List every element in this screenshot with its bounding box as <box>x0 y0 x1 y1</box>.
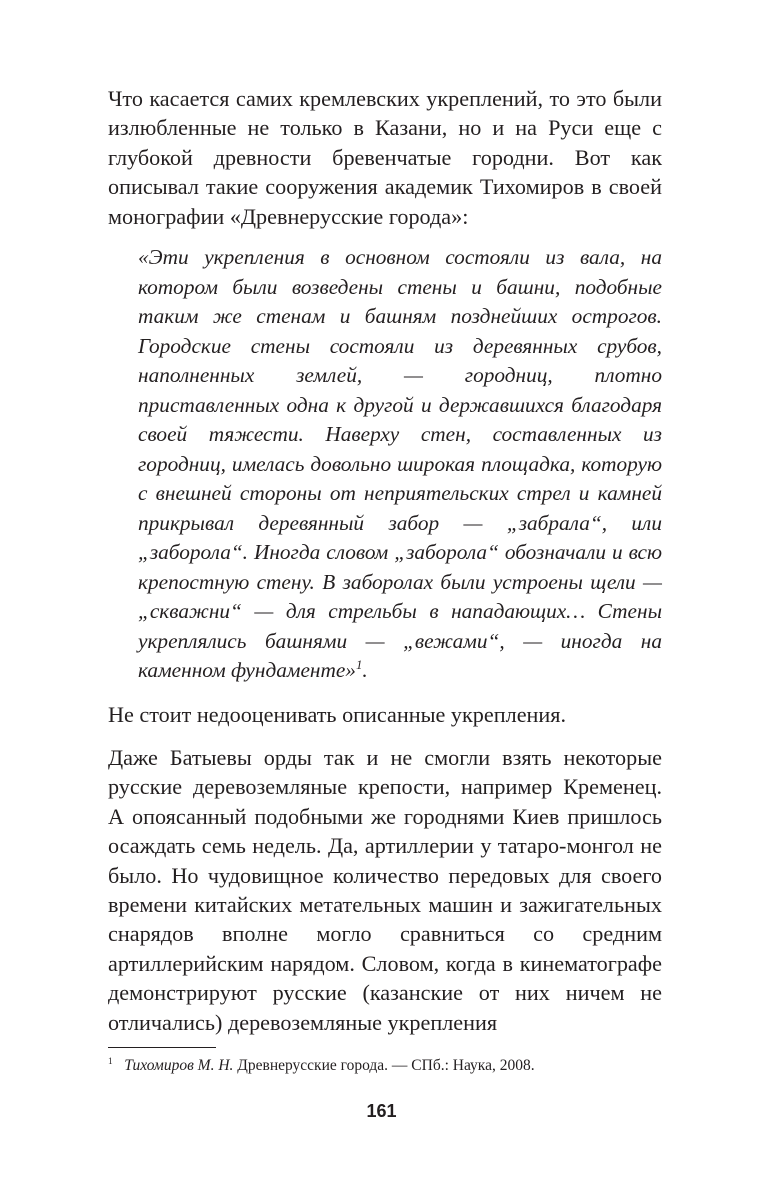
footnote-author: Тихомиров М. Н. <box>124 1057 234 1074</box>
paragraph-1: Что касается самих кремлевских укреплений, то это были излюбленные не только в Казани, но и на Руси еще с глубокой древности бревенчатые городни. Вот как описывал такие сооружения академик Тихомиров в своей монографии «Древнерусские города»: <box>108 86 662 229</box>
block-quote <box>138 243 662 686</box>
paragraph-3: Даже Батыевы орды так и не смогли взять некоторые русские деревоземляные крепости, например Кременец. А опоясанный подобными же городнями Киев пришлось осаждать семь недель. Да, артиллерии у татаро-монгол не было. Но чудовищное количество передовых для своего времени китайских метательных машин и зажигательных снарядов вполне могло сравниться со средним артиллерийским нарядом. Словом, когда в кинематографе демонстрируют русские (казанские от них ничем не отличались) деревоземляные укрепления <box>108 744 662 1035</box>
footnote-number: 1 <box>108 1056 113 1067</box>
footnote <box>108 1056 668 1076</box>
page-number: 161 <box>366 1101 397 1121</box>
page-body <box>108 84 662 1037</box>
footnote-divider <box>108 1047 216 1048</box>
footnote-reference: 1 <box>355 657 363 672</box>
footnote-citation: Древнерусские города. — СПб.: Наука, 2008. <box>233 1057 535 1074</box>
paragraph-2: Не стоит недооценивать описанные укрепления. <box>108 701 567 727</box>
quote-end: . <box>362 658 368 683</box>
quote-text: «Эти укрепления в основном состояли из вала, на котором были возведены стены и башни, подобные таким же стенам и башням позднейших острогов. Городские стены состояли из деревянных срубов, наполненных землей, — городниц, плотно приставленных одна к другой и державшихся благодаря своей тяжести. Наверху стен, составленных из городниц, имелась довольно широкая площадка, которую с внешней стороны от неприятельских стрел и камней прикрывал деревянный забор — „забрала“, или „заборола“. Иногда словом „заборола“ обозначали и всю крепостную стену. В заборолах были устроены щели — „скважни“ — для стрельбы в нападающих… Стены укреплялись башнями — „вежами“, — иногда на каменном фундаменте» <box>138 245 662 683</box>
